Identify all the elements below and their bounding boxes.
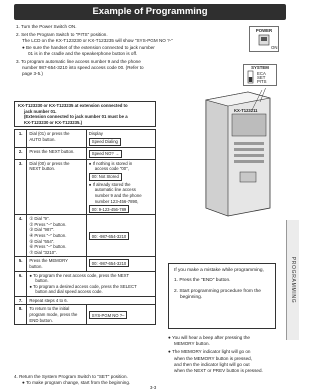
- step-text: button and dial speed access code.: [35, 289, 103, 295]
- mistake-line: beginning.: [180, 295, 203, 301]
- step-display: [86, 159, 155, 215]
- intro-line: number 987-654-3210 into speed access code 00. (Refer to: [22, 65, 144, 71]
- intro-instructions: [16, 24, 216, 78]
- step-text: Dial (00) or press the: [29, 160, 70, 166]
- table-row: [15, 159, 156, 215]
- step-number: 4.: [15, 215, 27, 257]
- display-note: number 123-456-7890,: [94, 198, 139, 204]
- table-row: [15, 215, 156, 257]
- step-number: 2.: [15, 147, 27, 159]
- page-title: Example of Programming: [14, 4, 286, 20]
- power-label: POWER: [255, 28, 273, 33]
- section-tab: [286, 220, 299, 340]
- display-header: Display: [88, 131, 103, 136]
- step-number: 8.: [15, 305, 27, 325]
- display-note: number 9 and the phone: [94, 192, 142, 198]
- step-text: To return to the initial: [29, 306, 70, 312]
- model-label: KX-T123211: [234, 108, 258, 113]
- step-display: [86, 215, 155, 257]
- step-description: [27, 257, 86, 271]
- step-description: Press the NEXT button.: [27, 147, 86, 159]
- lcd-readout: 00: -987-654-3210: [89, 232, 129, 240]
- intro-line: 01 is in the cradle and the speakerphone button is off.: [28, 50, 138, 56]
- lcd-readout: Speed NO? →: [89, 150, 122, 158]
- intro-line: 2. Set the Program Switch to "PITS" position.: [16, 32, 108, 38]
- step-description: [27, 130, 86, 148]
- step-text: ② Press "–" button.: [29, 221, 67, 227]
- table-note-line: (Extension connected to jack number 01 must be a: [24, 114, 128, 120]
- note-line: ● You will hear a beep after pressing the: [168, 335, 250, 340]
- display-note: ● If already stored the: [88, 181, 131, 187]
- lcd-readout: Speed Dialing: [89, 138, 121, 146]
- step-number: 5.: [15, 257, 27, 271]
- display-note: automatic line access: [94, 187, 136, 193]
- table-row: [15, 257, 156, 271]
- step-text: ● To program a desired access code, press the SELECT: [29, 283, 137, 289]
- step-description: [27, 215, 86, 257]
- step-text: Dial (01) or press the: [29, 131, 70, 136]
- note-line: when the MEMORY button is pressed,: [174, 355, 252, 361]
- system-switch-illustration: [243, 64, 277, 86]
- table-row: [15, 305, 156, 325]
- step-text: ⑥ Press "–" button.: [29, 244, 67, 250]
- system-label: SYSTEM: [251, 65, 269, 70]
- table-note-line: KX-T123230 or KX-T123235.): [24, 119, 83, 125]
- step-description: [27, 159, 86, 215]
- step-display: [86, 305, 155, 325]
- step-description: Repeat steps 4 to 6.: [27, 296, 156, 305]
- table-row: [15, 296, 156, 305]
- step-number: 3.: [15, 159, 27, 215]
- step-display: [86, 257, 155, 271]
- table-row: [15, 271, 156, 296]
- step-text: program mode, press the: [29, 312, 78, 318]
- intro-line: page 3-5.): [22, 71, 43, 77]
- intro-line: 3. To program automatic line access number 9 and the phone: [16, 59, 141, 65]
- step-description: [27, 305, 86, 325]
- programming-steps-table: [14, 129, 156, 325]
- step-text: ③ Dial "987".: [29, 227, 55, 233]
- step-description: [27, 271, 156, 296]
- intro-line: ● Be sure the handset of the extension connected to jack number: [22, 44, 155, 50]
- note-line: ● The MEMORY indicator light will go on: [168, 349, 251, 355]
- power-switch-illustration: [249, 26, 279, 52]
- intro-line: The LCD on the KX-T123230 or KX-T123235 will show "SYS-PGM NO ?-": [22, 38, 173, 44]
- step-text: ⑦ Dial "3210".: [29, 249, 57, 255]
- table-note-line: jack number 01.: [24, 108, 57, 114]
- step-number: 7.: [15, 296, 27, 305]
- step-text: ● To program the next access code, press the NEXT: [29, 272, 130, 278]
- table-row: [15, 147, 156, 159]
- footer-line: 4. Return the System Program Switch to "SET" position.: [14, 374, 128, 379]
- mistake-line: If you make a mistake while programming,: [174, 268, 264, 273]
- step-number: 6.: [15, 271, 27, 296]
- table-row: [15, 130, 156, 148]
- on-label: ON: [271, 45, 278, 50]
- step-text: END button.: [29, 317, 53, 323]
- step-text: ① Dial "9".: [29, 216, 50, 222]
- step-text: button.: [29, 263, 43, 269]
- switch-option-eca: ECA: [257, 71, 266, 76]
- display-note: access code "00",: [94, 166, 129, 172]
- step-text: AUTO button.: [29, 136, 56, 142]
- table-note-line: KX-T123230 or KX-T123235 at extension connected to: [18, 103, 128, 108]
- footer-line: ● To make program change, start from the beginning.: [22, 380, 131, 386]
- memory-notes: [168, 335, 286, 374]
- note-line: and then the indicator light will go out: [174, 361, 250, 367]
- step-display: [86, 130, 155, 148]
- switch-option-set: SET: [257, 75, 266, 80]
- note-line: when the NEXT or PREV button is pressed.: [174, 368, 263, 374]
- lcd-readout: SYS-PGM NO ?–: [89, 311, 128, 319]
- step-text: NEXT button.: [29, 166, 56, 172]
- mistake-instructions-box: [168, 263, 276, 329]
- step-text: Press the MEMORY: [29, 258, 68, 264]
- mistake-line: 2. Start programming procedure from the: [174, 288, 261, 294]
- mistake-line: 1. Press the "END" button.: [174, 278, 231, 284]
- intro-line: 1. Turn the Power Switch ON.: [16, 24, 77, 29]
- kx-t123211-device: [196, 88, 274, 218]
- page-number: 3-3: [150, 385, 157, 390]
- step-text: ⑤ Dial "654".: [29, 238, 55, 244]
- section-tab-label: PROGRAMMING: [290, 256, 296, 304]
- step-number: 1.: [15, 130, 27, 148]
- step-display: [86, 147, 155, 159]
- lcd-readout: 00: 9-123-456-789: [89, 205, 129, 213]
- step-text: button.: [35, 278, 49, 284]
- step-text: ④ Press "–" button.: [29, 232, 67, 238]
- switch-option-pits: PITS: [257, 79, 267, 84]
- note-line: MEMORY button.: [174, 341, 210, 347]
- table-note: [14, 101, 156, 127]
- lcd-readout: 00: Not Stored: [89, 173, 122, 181]
- lcd-readout: 00: -987-654-3210: [89, 259, 129, 267]
- display-note: ● If nothing is stored in: [88, 160, 133, 166]
- footer-instructions: [14, 374, 254, 386]
